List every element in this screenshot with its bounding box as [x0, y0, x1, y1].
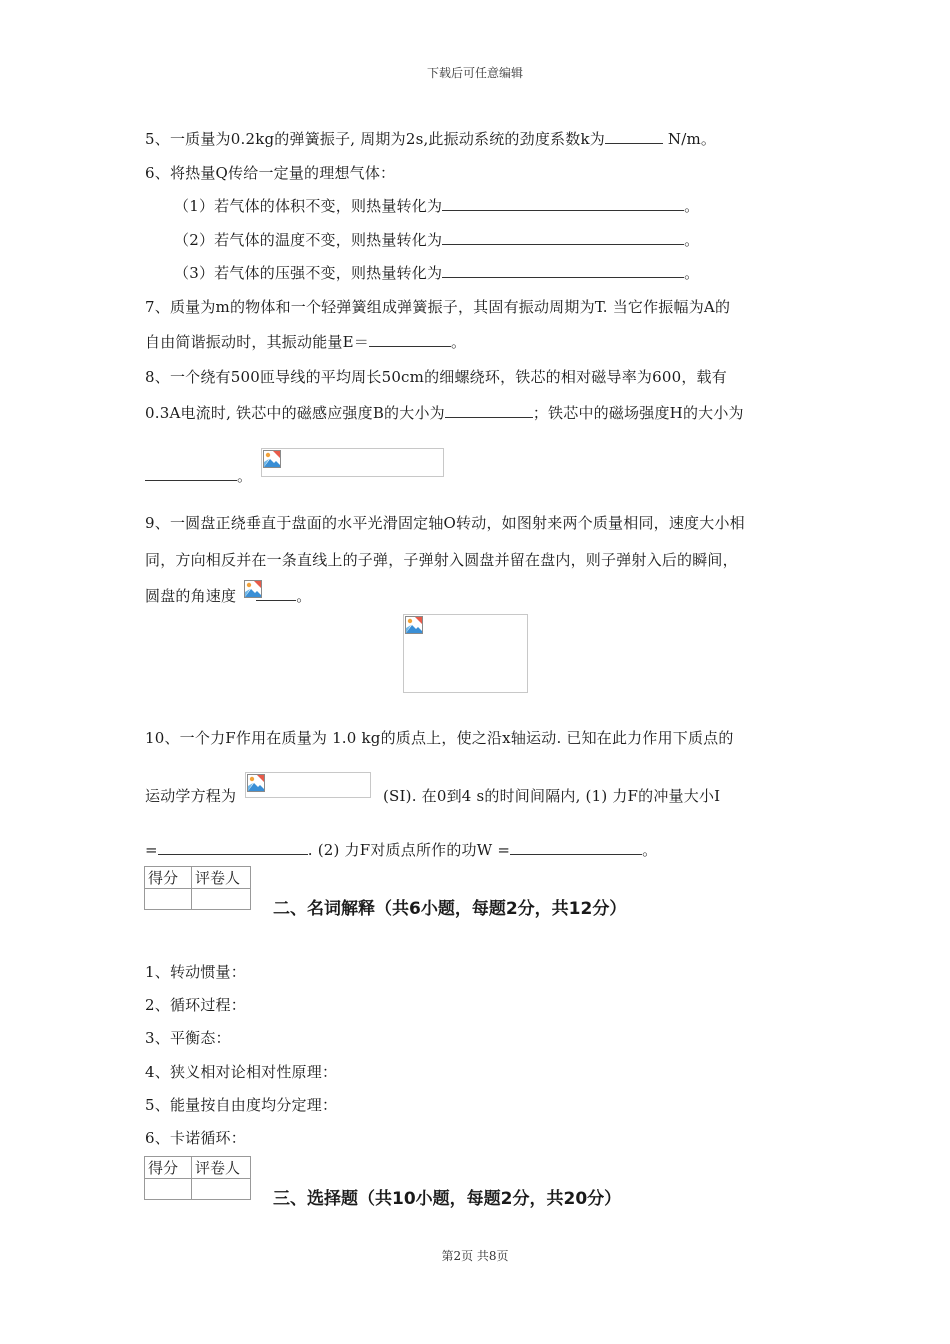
period: 。	[237, 467, 253, 485]
question-5	[145, 128, 716, 149]
formula-image-placeholder	[261, 448, 444, 477]
section-3-title: 三、选择题（共10小题，每题2分，共20分）	[273, 1189, 622, 1209]
question-8-line-3	[145, 465, 252, 486]
period: 。	[684, 264, 700, 282]
period: 。	[642, 841, 658, 859]
question-6-sub-1	[174, 195, 699, 216]
grader-cell[interactable]	[192, 889, 251, 910]
answer-blank[interactable]	[442, 263, 684, 278]
broken-image-icon	[244, 580, 262, 598]
broken-image-icon	[405, 616, 423, 634]
question-9-line-2: 同，方向相反并在一条直线上的子弹，子弹射入圆盘并留在盘内，则子弹射入后的瞬间，	[145, 551, 738, 569]
score-table	[144, 1156, 251, 1200]
answer-blank[interactable]	[369, 332, 451, 347]
period: 。	[684, 231, 700, 249]
answer-blank[interactable]	[445, 403, 533, 418]
answer-blank[interactable]	[442, 196, 684, 211]
question-7-line-2-text: 自由简谐振动时，其振动能量E＝	[145, 333, 369, 351]
grader-cell[interactable]	[192, 1179, 251, 1200]
term-item-1: 1、转动惯量：	[145, 963, 246, 981]
question-10-line-1: 10、一个力F作用在质量为 1.0 kg的质点上，使之沿x轴运动. 已知在此力作用下质点的	[145, 729, 734, 747]
question-10-line-3	[145, 839, 657, 860]
broken-image-icon	[247, 774, 265, 792]
score-cell[interactable]	[145, 1179, 192, 1200]
answer-blank[interactable]	[442, 230, 684, 245]
period: 。	[296, 587, 312, 605]
answer-blank[interactable]	[145, 466, 237, 481]
page-header: 下载后可任意编辑	[426, 66, 523, 80]
question-6-sub-2	[174, 229, 699, 250]
term-item-2: 2、循环过程：	[145, 996, 246, 1014]
period: 。	[684, 197, 700, 215]
question-6-sub-3-text: （3）若气体的压强不变，则热量转化为	[174, 264, 443, 282]
score-header: 得分	[145, 867, 192, 889]
term-item-5: 5、能量按自由度均分定理：	[145, 1096, 338, 1114]
question-6-stem: 6、将热量Q传给一定量的理想气体：	[145, 164, 396, 182]
inline-image-placeholder	[244, 580, 264, 600]
section-2-title: 二、名词解释（共6小题，每题2分，共12分）	[273, 899, 627, 919]
question-10-line-3b: . (2) 力F对质点所作的功W =	[307, 841, 511, 859]
broken-image-icon	[263, 450, 281, 468]
question-5-unit: N/m。	[662, 130, 717, 148]
grader-header: 评卷人	[192, 867, 251, 889]
question-8-line-2a: 0.3A电流时, 铁芯中的磁感应强度B的大小为	[145, 404, 445, 422]
question-9-line-3-text: 圆盘的角速度	[145, 587, 237, 605]
equation-image-placeholder	[245, 772, 371, 798]
question-9-line-1: 9、一圆盘正绕垂直于盘面的水平光滑固定轴O转动，如图射来两个质量相同，速度大小相	[145, 514, 745, 532]
term-item-4: 4、狭义相对论相对性原理：	[145, 1063, 338, 1081]
question-5-text: 5、一质量为0.2kg的弹簧振子, 周期为2s,此振动系统的劲度系数k为	[145, 130, 605, 148]
question-10-line-2b: (SI). 在0到4 s的时间间隔内, (1) 力F的冲量大小I	[383, 787, 721, 805]
page-footer: 第2页 共8页	[441, 1249, 509, 1263]
question-9-line-3	[145, 585, 311, 606]
question-6-sub-2-text: （2）若气体的温度不变，则热量转化为	[174, 231, 443, 249]
question-6-sub-3	[174, 262, 699, 283]
period: 。	[450, 333, 467, 351]
question-8-line-2b: ；铁芯中的磁场强度H的大小为	[532, 404, 744, 422]
grader-header: 评卷人	[192, 1157, 251, 1179]
question-8-line-2	[145, 402, 744, 423]
question-8-line-1: 8、一个绕有500匝导线的平均周长50cm的细螺绕环，铁芯的相对磁导率为600，载有	[145, 368, 727, 386]
term-item-3: 3、平衡态：	[145, 1029, 231, 1047]
score-table	[144, 866, 251, 910]
answer-blank[interactable]	[510, 840, 642, 855]
question-7-line-1: 7、质量为m的物体和一个轻弹簧组成弹簧振子，其固有振动周期为T. 当它作振幅为A的	[145, 298, 731, 316]
question-6-sub-1-text: （1）若气体的体积不变，则热量转化为	[174, 197, 443, 215]
question-10-line-2a: 运动学方程为	[145, 787, 237, 805]
answer-blank[interactable]	[605, 129, 663, 144]
question-10-line-3a: =	[145, 841, 158, 859]
question-7-line-2	[145, 331, 466, 352]
answer-blank[interactable]	[158, 840, 308, 855]
score-header: 得分	[145, 1157, 192, 1179]
figure-image-placeholder	[403, 614, 528, 693]
term-item-6: 6、卡诺循环：	[145, 1129, 246, 1147]
score-cell[interactable]	[145, 889, 192, 910]
